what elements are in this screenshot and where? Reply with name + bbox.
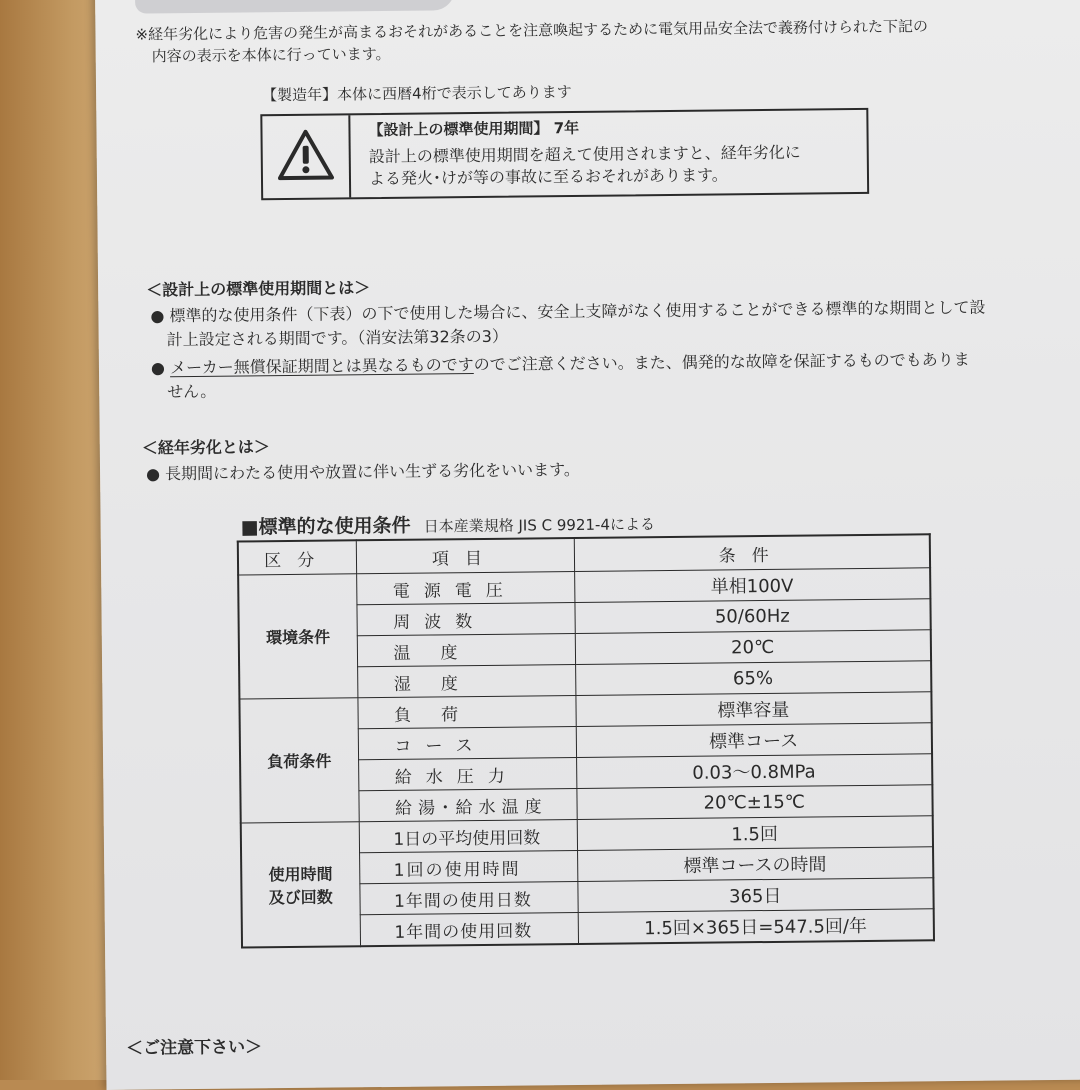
conditions-subtitle: 日本産業規格 JIS C 9921-4による	[423, 515, 656, 536]
document-page	[95, 0, 1080, 1090]
item-cell: 温度	[357, 634, 575, 667]
warning-label-box	[260, 108, 869, 200]
period-text-2: よる発火･けが等の事故に至るおそれがあります。	[368, 165, 728, 189]
item-cell: 周波数	[356, 603, 574, 636]
value-cell: 365日	[577, 878, 933, 913]
group-usage-time-line-2: 及び回数	[268, 887, 333, 907]
value-cell: 1.5回	[577, 816, 933, 851]
conditions-title: ■標準的な使用条件	[240, 514, 411, 539]
item-cell: 給湯･給水温度	[358, 789, 576, 822]
warning-icon-cell	[262, 115, 351, 198]
value-cell: 20℃	[575, 630, 931, 665]
aging-bullet: ● 長期間にわたる使用や放置に伴い生ずる劣化をいいます。	[145, 459, 580, 484]
intro-line-1: ※経年劣化により危害の発生が高まるおそれがあることを注意喚起するために電気用品安全法で義務付けられた下記の	[135, 17, 929, 44]
item-cell: 1年間の使用日数	[359, 881, 577, 914]
group-load: 負荷条件	[239, 698, 358, 823]
intro-line-2: 内容の表示を本体に行っています。	[151, 44, 391, 66]
warranty-difference-note: メーカー無償保証期間とは異なるものです	[169, 355, 474, 378]
definition-bullet-2-line-1	[151, 347, 970, 379]
group-usage-time-line-1: 使用時間	[268, 864, 333, 884]
value-cell: 1.5回×365日=547.5回/年	[578, 909, 934, 944]
header-condition: 条件	[574, 534, 930, 571]
value-cell: 単相100V	[574, 568, 930, 603]
notice-heading: ＜ご注意下さい＞	[125, 1037, 263, 1059]
header-item: 項目	[356, 538, 574, 574]
definition-heading: ＜設計上の標準使用期間とは＞	[146, 278, 371, 300]
item-cell: 1年間の使用回数	[360, 912, 578, 946]
definition-bullet-2-line-2: せん。	[167, 381, 217, 402]
item-cell: 湿度	[357, 665, 575, 698]
definition-bullet-1-line-1: ● 標準的な使用条件（下表）の下で使用した場合に、安全上支障がなく使用することができる標準的な期間として設	[150, 297, 986, 326]
header-category: 区分	[238, 540, 356, 575]
bullet-marker: ●	[150, 358, 171, 378]
group-environment: 環境条件	[238, 574, 357, 699]
value-cell: 20℃±15℃	[576, 785, 932, 820]
value-cell: 標準コース	[576, 723, 932, 758]
item-cell: 電源電圧	[356, 572, 574, 605]
value-cell: 65%	[575, 661, 931, 696]
value-cell: 標準容量	[575, 692, 931, 727]
item-cell: 負荷	[357, 696, 575, 729]
definition-bullet-2-rest: のでご注意ください。また、偶発的な故障を保証するものでもありま	[473, 349, 970, 375]
conditions-table	[237, 533, 935, 948]
value-cell: 標準コースの時間	[577, 847, 933, 882]
manufacture-year-label: 【製造年】本体に西暦4桁で表示してあります	[262, 83, 572, 105]
item-cell: コース	[358, 727, 576, 760]
group-usage-time	[241, 822, 360, 948]
period-heading: 【設計上の標準使用期間】 7年	[368, 118, 580, 140]
item-cell: 1回の使用時間	[359, 850, 577, 883]
item-cell: 1日の平均使用回数	[359, 820, 577, 853]
value-cell: 0.03〜0.8MPa	[576, 754, 932, 789]
header-graphic	[135, 0, 455, 14]
warning-triangle-icon	[276, 128, 335, 183]
aging-heading: ＜経年劣化とは＞	[141, 437, 270, 458]
definition-bullet-1-line-2: 計上設定される期間です。（消安法第32条の3）	[166, 326, 509, 350]
value-cell: 50/60Hz	[574, 599, 930, 634]
conditions-title-row	[240, 508, 655, 539]
item-cell: 給水圧力	[358, 758, 576, 791]
period-text-1: 設計上の標準使用期間を超えて使用されますと、経年劣化に	[368, 142, 801, 167]
